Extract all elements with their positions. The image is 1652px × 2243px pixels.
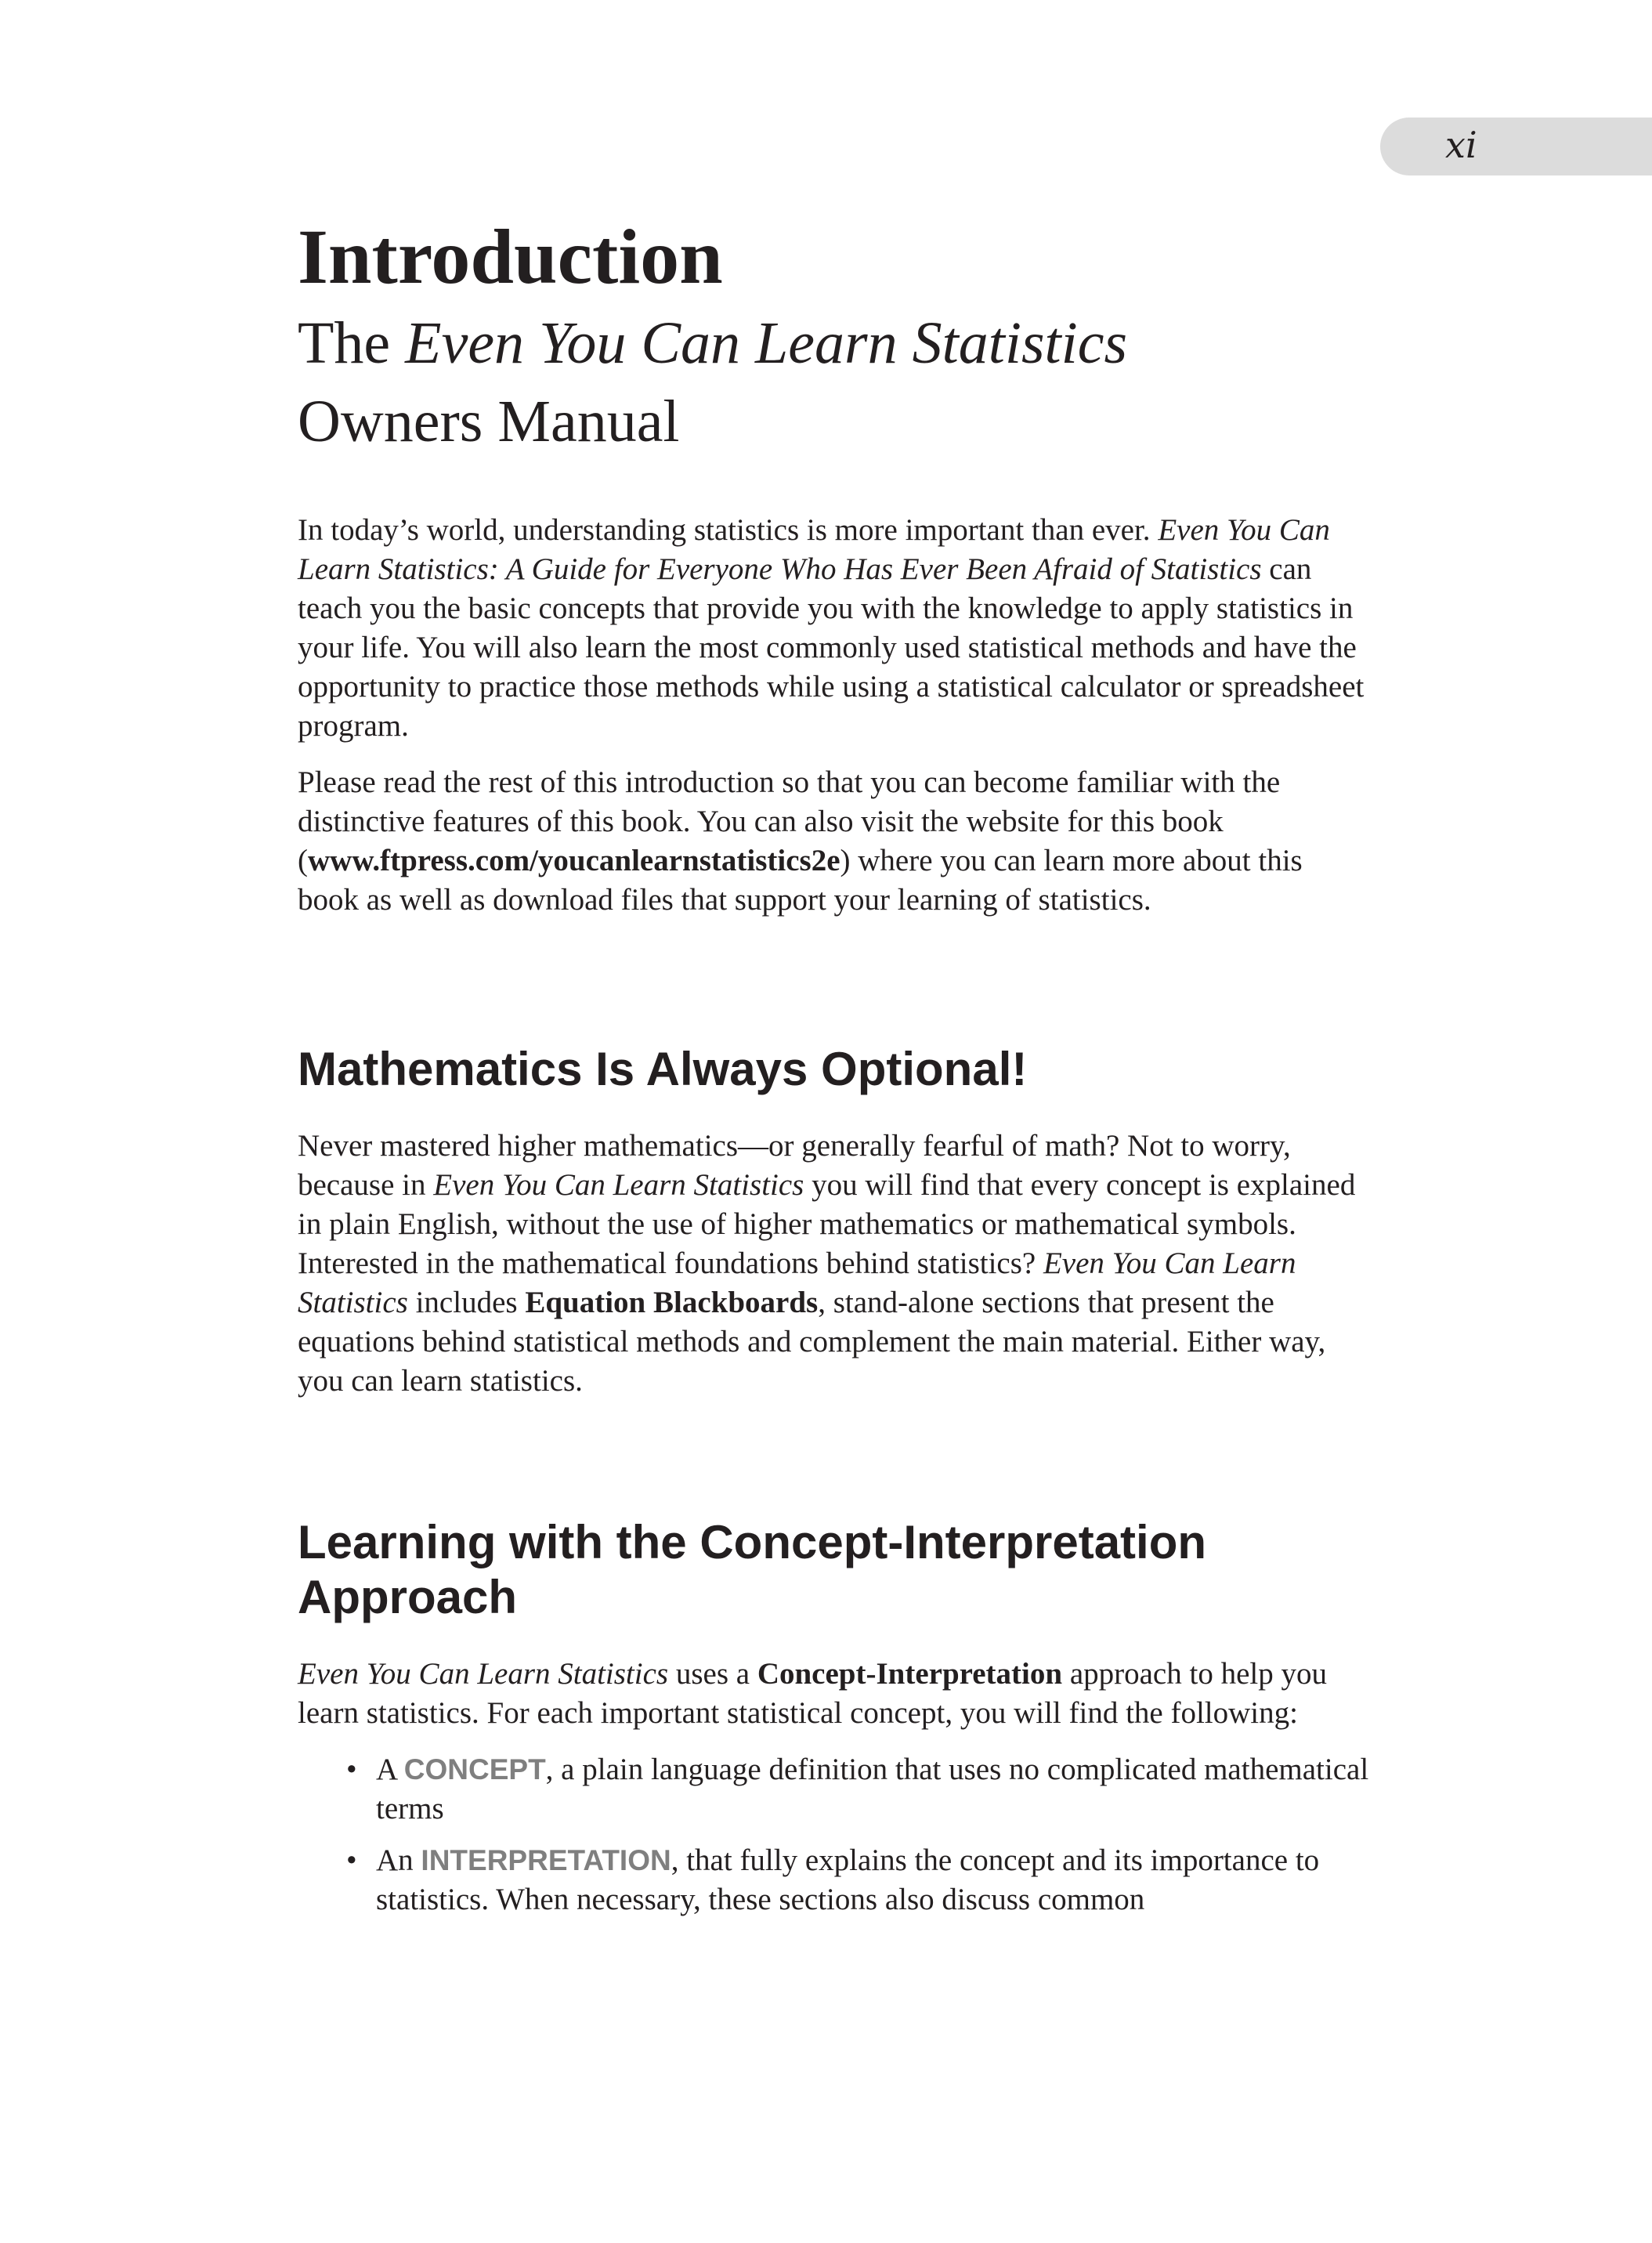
page-content: [298, 210, 1371, 1932]
approach-text-a: uses a: [668, 1657, 757, 1691]
page-number: xi: [1445, 124, 1477, 166]
website-url: www.ftpress.com/youcanlearnstatistics2e: [308, 844, 840, 877]
intro-paragraph-2: [298, 763, 1371, 920]
approach-paragraph: [298, 1655, 1371, 1733]
chapter-title: Introduction: [298, 213, 723, 300]
intro-paragraph-1: [298, 511, 1371, 746]
list-item-text: , that fully explains the concept and its importance to statistics. When necessary, these sections also discuss common: [376, 1843, 1320, 1916]
list-item: [298, 1750, 1371, 1829]
intro-p2-rest: ) where you can learn more about this book as well as download files that support your learning of statistics.: [298, 844, 1303, 917]
section-heading-math: Mathematics Is Always Optional!: [298, 1043, 1028, 1095]
feature-list: [298, 1750, 1371, 1919]
math-italic-a: Even You Can Learn Statistics: [433, 1168, 804, 1202]
list-item-text: , a plain language definition that uses no complicated mathematical terms: [376, 1753, 1369, 1825]
intro-section: [298, 511, 1371, 920]
math-text-a: Never mastered higher mathematics—or generally fearful of math? Not to worry, because in: [298, 1129, 1291, 1202]
chapter-subtitle-line2: Owners Manual: [298, 389, 680, 454]
math-text-d: , stand-alone sections that present the equations behind statistical methods and complement the main material. Either way, you can learn statistics.: [298, 1286, 1326, 1398]
list-item-prefix: An: [376, 1843, 421, 1877]
approach-text-b: approach to help you learn statistics. For each important statistical concept, you will find the following:: [298, 1657, 1327, 1730]
intro-p2-text: Please read the rest of this introduction so that you can become familiar with the distinctive features of this book. You can also visit the website for this book (: [298, 765, 1281, 877]
section-heading-approach: Learning with the Concept-Interpretation Approach: [298, 1516, 1207, 1623]
list-item-prefix: A: [376, 1753, 404, 1786]
math-italic-b: Even You Can Learn Statistics: [298, 1246, 1296, 1319]
bullet-icon: •: [346, 1843, 357, 1877]
bullet-icon: •: [346, 1753, 357, 1786]
chapter-subtitle-book-title: Even You Can Learn Statistics: [405, 310, 1128, 376]
section-concept-interpretation: [298, 1515, 1371, 1919]
section-math-optional: [298, 1042, 1371, 1401]
math-paragraph: [298, 1127, 1371, 1401]
list-item: [298, 1841, 1371, 1919]
chapter-subtitle: [298, 304, 1371, 461]
intro-p1-rest: can teach you the basic concepts that provide you with the knowledge to apply statistics in your life. You will also learn the most commonly used statistical methods and have the opportunity to practice those methods while using a statistical calculator or spreadsheet program.: [298, 552, 1365, 743]
approach-bold-a: Concept-Interpretation: [757, 1657, 1063, 1691]
chapter-subtitle-prefix: The: [298, 310, 406, 376]
math-text-c: includes: [407, 1286, 526, 1319]
approach-italic-a: Even You Can Learn Statistics: [298, 1657, 669, 1691]
math-text-b: you will find that every concept is explained in plain English, without the use of higher mathematics or mathematical symbols. Interested in the mathematical foundations behind statistics?: [298, 1168, 1356, 1280]
math-bold-c: Equation Blackboards: [525, 1286, 819, 1319]
intro-p1-book-title: Even You Can Learn Statistics: A Guide for Everyone Who Has Ever Been Afraid of Statistics: [298, 513, 1330, 586]
intro-p1-text: In today’s world, understanding statistics is more important than ever.: [298, 513, 1159, 547]
list-item-keyword: CONCEPT: [403, 1753, 546, 1785]
list-item-keyword: INTERPRETATION: [421, 1844, 671, 1876]
page-number-tab: [1380, 118, 1652, 175]
